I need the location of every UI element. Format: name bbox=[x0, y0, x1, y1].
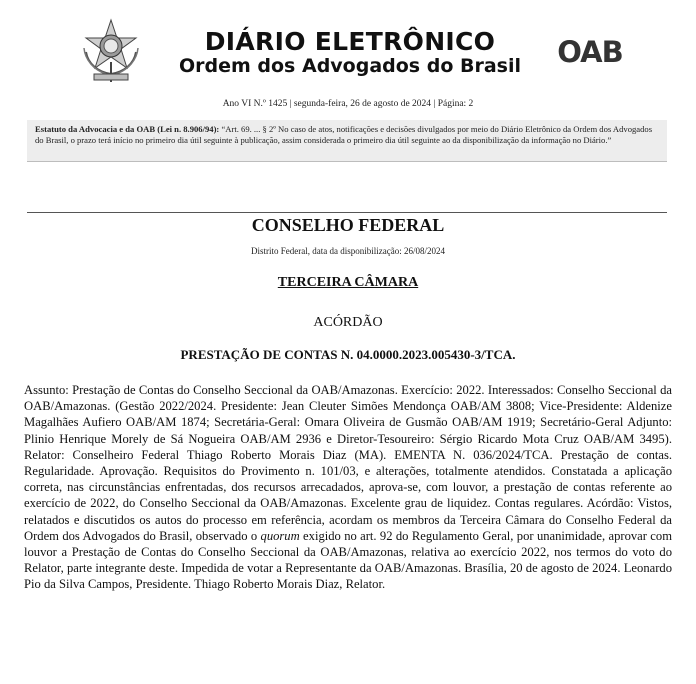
decision-text-part2: exigido no art. 92 do Regulamento Geral, por unanimidade, aprovar com louvor a Prestação de Contas do Conselho Seccional da OAB/Amazonas, relativa ao exercício 2022, nos termos do voto do Relator, parte integrante deste. Impedida de votar a Representante da OAB/Amazonas. Brasília, 20 de agosto de 2024. Leonardo Pio da Silva Campos, Presidente. Thiago Roberto Morais Diaz, Relator. bbox=[24, 528, 672, 592]
oab-logo-text: OAB bbox=[557, 36, 623, 66]
decision-body bbox=[24, 382, 672, 593]
statute-notice-title: Estatuto da Advocacia e da OAB (Lei n. 8.906/94): bbox=[35, 124, 220, 134]
statute-notice bbox=[27, 120, 667, 162]
section-title: CONSELHO FEDERAL bbox=[251, 215, 445, 235]
decision-text-italic: quorum bbox=[260, 528, 300, 543]
availability-date: Distrito Federal, data da disponibilização: 26/08/2024 bbox=[251, 246, 445, 256]
masthead-title: DIÁRIO ELETRÔNICO bbox=[204, 27, 496, 56]
document-type: ACÓRDÃO bbox=[313, 315, 383, 330]
brazil-coat-of-arms-icon bbox=[80, 18, 142, 84]
masthead bbox=[0, 0, 696, 92]
masthead-subtitle: Ordem dos Advogados do Brasil bbox=[178, 55, 522, 77]
process-number: PRESTAÇÃO DE CONTAS N. 04.0000.2023.005430-3/TCA. bbox=[180, 347, 516, 362]
edition-line: Ano VI N.º 1425 | segunda-feira, 26 de agosto de 2024 | Página: 2 bbox=[222, 99, 474, 109]
chamber-title: TERCEIRA CÂMARA bbox=[277, 275, 419, 290]
chamber-heading bbox=[0, 274, 696, 292]
oab-logo bbox=[548, 36, 632, 66]
decision-text-part1: Assunto: Prestação de Contas do Conselho Seccional da OAB/Amazonas. Exercício: 2022. Interessados: Conselho Seccional da OAB/Amazonas. (Gestão 2022/2024. Presidente: Jean Cleuter Simões Mendonça OAB/AM 3808; Vice-Presidente: Aldenize Magalhães Aufiero OAB/AM 1874; Secretária-Geral: Omara Oliveira de Gusmão OAB/AM 1919; Secretário-Geral Adjunto: Plinio Henrique Morely de Sá Nogueira OAB/AM 2936 e Diretor-Tesoureiro: Sérgio Ricardo Mota Cruz OAB/AM 3495). Relator: Conselheiro Federal Thiago Roberto Morais Diaz (MA). EMENTA N. 036/2024/TCA. Prestação de contas. Regularidade. Aprovação. Requisitos do Provimento n. 101/03, e alterações, totalmente atendidos. Constatada a aplicação correta, nas circunstâncias enfrentadas, dos recursos arrecadados, aprova-se, com louvor, a prestação de contas referente ao exercício de 2022, do Conselho Seccional da OAB/Amazonas. Excelente grau de liquidez. Contas regulares. Acórdão: Vistos, relatados e discutidos os autos do processo em referência, acordam os membros da Terceira Câmara do Conselho Federal da Ordem dos Advogados do Brasil, observado o bbox=[24, 383, 672, 543]
statute-notice-text: “Art. 69. ... § 2º No caso de atos, notificações e decisões divulgados por meio do Diário Eletrônico da Ordem dos Advogados do Brasil, o prazo terá início no primeiro dia útil seguinte à publicação, assim considerada o primeiro dia útil seguinte ao da disponibilização da informação no Diário.” bbox=[35, 124, 653, 145]
section-divider bbox=[27, 212, 667, 213]
